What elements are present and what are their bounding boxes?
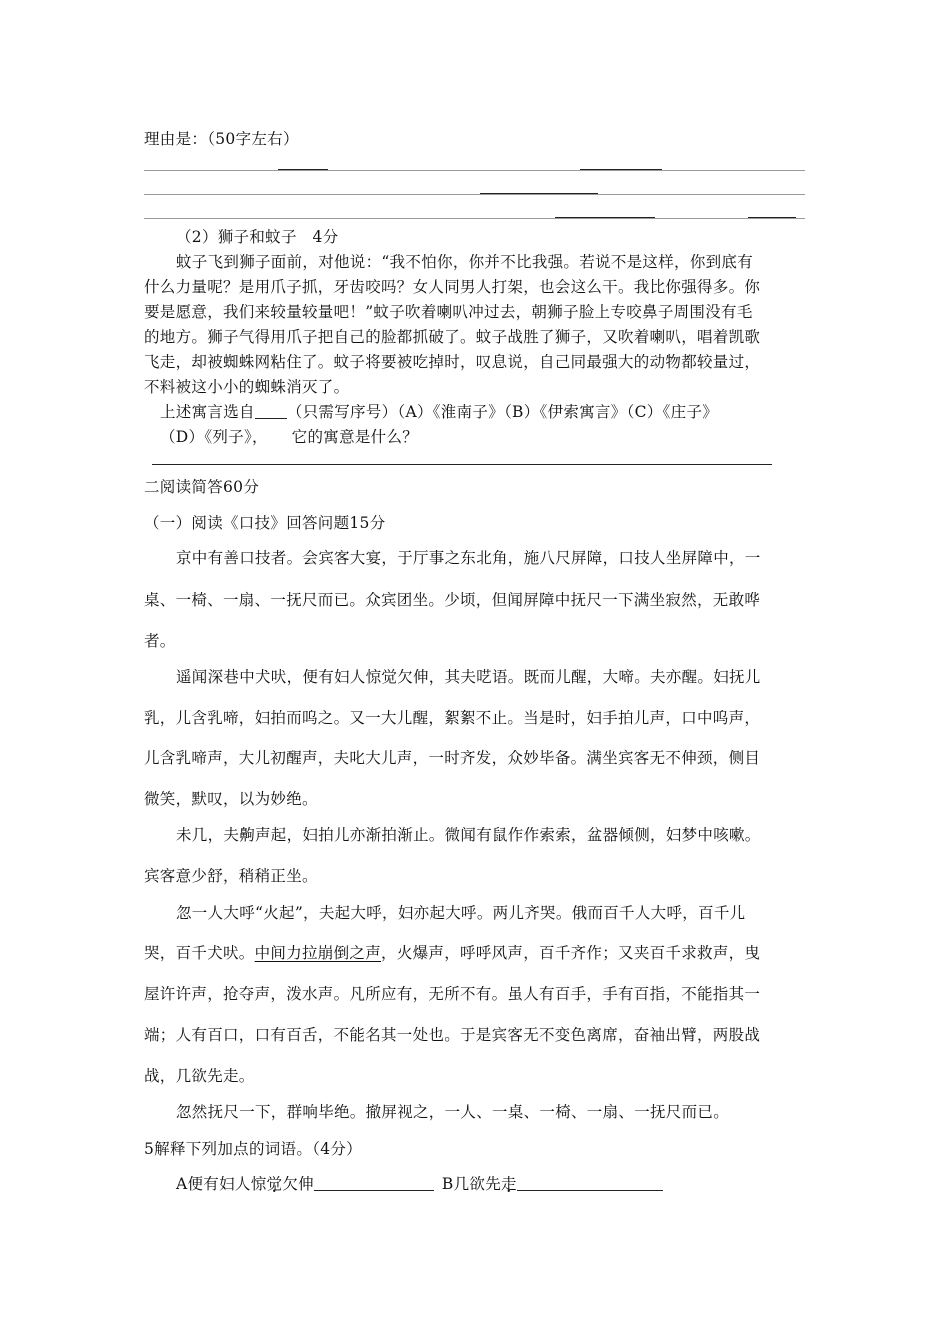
fable-line: 的地方。狮子气得用爪子把自己的脸都抓破了。蚊子战胜了狮子，又吹着喇叭，唱着凯歌 [144, 328, 761, 346]
passage-line: 忽然抚尺一下，群响毕绝。撤屏视之，一人、一桌、一椅、一扇、一抚尺而已。 [176, 1103, 730, 1121]
answer-line-1-seg-a [278, 169, 328, 170]
passage-line-underlined [144, 943, 760, 963]
passage-line: 京中有善口技者。会宾客大宴，于厅事之东北角，施八尺屏障，口技人坐屏障中，一 [176, 549, 761, 567]
section-2-title: （2）狮子和蚊子 4分 [176, 228, 339, 246]
answer-line-3-seg-b [748, 217, 796, 218]
answer-line-3[interactable] [144, 218, 805, 219]
q5-b-pre: B几欲先 [441, 1175, 502, 1193]
answer-line-1[interactable] [144, 170, 805, 171]
underlined-phrase: 中间力拉崩倒之声 [254, 944, 382, 962]
passage-line: 遥闻深巷中犬吠，便有妇人惊觉欠伸，其夫呓语。既而儿醒，大啼。夫亦醒。妇抚儿 [176, 668, 761, 686]
passage-line: 微笑，默叹，以为妙绝。 [144, 790, 318, 808]
passage-line: 战，几欲先走。 [144, 1067, 255, 1085]
passage-line: 儿含乳啼声，大儿初醒声，夫叱大儿声，一时齐发，众妙毕备。满坐宾客无不伸颈，侧目 [144, 749, 761, 767]
moral-answer-line[interactable] [152, 464, 772, 465]
passage-line: 乳，儿含乳啼，妇拍而呜之。又一大儿醒，絮絮不止。当是时，妇手拍儿声，口中呜声， [144, 709, 761, 727]
part-2-title: 二阅读简答60分 [144, 478, 260, 496]
fable-line: 不料被这小小的蜘蛛消灭了。 [144, 378, 350, 396]
passage-line-pre: 哭，百千犬吠。 [144, 944, 255, 962]
passage-line-post: ，火爆声，呼呼风声，百千齐作；又夹百千求救声，曳 [381, 944, 761, 962]
source-question-suffix: （只需写序号）（A）《淮南子》（B）《伊索寓言》（C）《庄子》 [286, 403, 719, 421]
part-2-subtitle: （一）阅读《口技》回答问题15分 [144, 514, 386, 532]
q5-b-dotted-char: 走 [501, 1175, 517, 1193]
q5-a-dotted-char: 觉 [266, 1175, 283, 1193]
fable-line: 要是愿意，我们来较量较量吧！”蚊子吹着喇叭冲过去，朝狮子脸上专咬鼻子周围没有毛 [144, 303, 753, 321]
source-question-prefix: 上述寓言选自 [160, 403, 255, 421]
answer-line-3-seg-a [555, 217, 655, 218]
answer-line-2[interactable] [144, 194, 805, 195]
passage-line: 桌、一椅、一扇、一抚尺而已。众宾团坐。少顷，但闻屏障中抚尺一下满坐寂然，无敢哗 [144, 591, 761, 609]
passage-line: 屋许许声，抢夺声，泼水声。凡所应有，无所不有。虽人有百手，手有百指，不能指其一 [144, 985, 761, 1003]
q5-a-pre: A便有妇人惊 [176, 1175, 267, 1193]
question-5-items [176, 1174, 663, 1194]
reason-label: 理由是：（50字左右） [144, 130, 299, 148]
answer-line-2-seg [480, 193, 598, 194]
passage-line: 者。 [144, 632, 176, 650]
fable-line: 蚊子飞到狮子面前，对他说：“我不怕你，你并不比我强。若说不是这样，你到底有 [176, 253, 754, 271]
passage-line: 未几，夫齁声起，妇拍儿亦渐拍渐止。微闻有鼠作作索索，盆器倾侧，妇梦中咳嗽。 [176, 826, 761, 844]
fable-line: 什么力量呢？是用爪子抓，牙齿咬吗？女人同男人打架，也会这么干。我比你强得多。你 [144, 278, 761, 296]
q5-a-answer-blank[interactable] [314, 1174, 434, 1191]
passage-line: 端；人有百口，口有百舌，不能名其一处也。于是宾客无不变色离席，奋袖出臂，两股战 [144, 1026, 761, 1044]
fable-line: 飞走，却被蜘蛛网粘住了。蚊子将要被吃掉时，叹息说，自己同最强大的动物都较量过， [144, 353, 761, 371]
passage-line: 忽一人大呼“火起”，夫起大呼，妇亦起大呼。两儿齐哭。俄而百千人大呼，百千儿 [176, 904, 746, 922]
source-question [160, 402, 718, 422]
question-5-title: 5解释下列加点的词语。（4分） [144, 1140, 362, 1158]
q5-b-answer-blank[interactable] [517, 1174, 663, 1191]
source-answer-blank[interactable] [255, 402, 287, 419]
q5-a-post: 欠伸 [282, 1175, 314, 1193]
moral-question: （D）《列子》， 它的寓意是什么？ [160, 428, 419, 446]
passage-line: 宾客意少舒，稍稍正坐。 [144, 867, 318, 885]
answer-line-1-seg-b [580, 169, 662, 170]
